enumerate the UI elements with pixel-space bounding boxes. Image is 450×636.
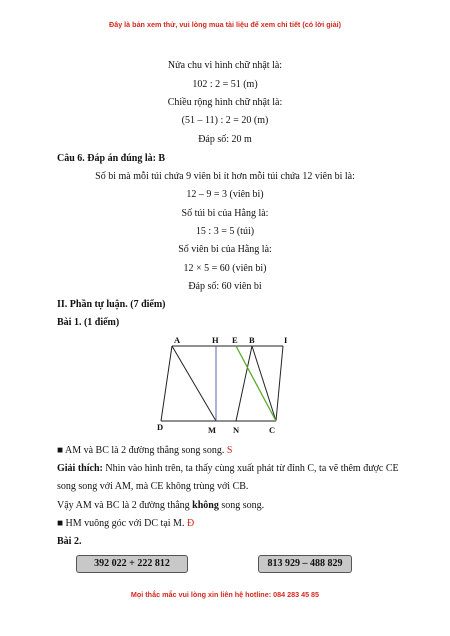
solution5-line-5: Đáp số: 20 m xyxy=(198,134,252,145)
segment-IC xyxy=(276,346,283,421)
solution5-line-1: Nửa chu vi hình chữ nhật là: xyxy=(167,60,283,71)
explanation-text-3c: song song. xyxy=(221,500,265,511)
preview-banner: Đây là bản xem thử, vui lòng mua tài liệu để xem chi tiết (có lời giải) xyxy=(109,20,341,29)
label-B: B xyxy=(249,335,255,345)
solution6-line-7: Đáp số: 60 viên bi xyxy=(188,281,262,292)
solution5-line-2: 102 : 2 = 51 (m) xyxy=(192,79,258,90)
explanation-line-3 xyxy=(57,500,264,512)
label-I: I xyxy=(284,335,288,345)
q6-title: Câu 6. Đáp án đúng là: B xyxy=(57,153,166,164)
explanation-label: Giải thích: xyxy=(57,463,103,474)
explanation-text-1: Nhìn vào hình trên, ta thấy cùng xuất phát từ đỉnh C, ta vẽ thêm được CE xyxy=(105,463,399,474)
solution5-line-4: (51 – 11) : 2 = 20 (m) xyxy=(181,115,269,126)
bullet-square-icon: ■ xyxy=(57,518,64,529)
explanation-text-3a: Vậy AM và BC là 2 đường thẳng xyxy=(57,500,190,511)
statement-2-mark: Đ xyxy=(186,518,195,529)
solution6-line-4: 15 : 3 = 5 (túi) xyxy=(195,226,255,237)
expression-box-2: 813 929 – 488 829 xyxy=(258,555,352,573)
segment-BN xyxy=(236,346,252,421)
label-M: M xyxy=(208,425,217,435)
hotline-footer: Mọi thắc mắc vui lòng xin liên hệ hotline: 084 283 45 85 xyxy=(130,590,320,599)
segment-AM xyxy=(172,346,216,421)
label-A: A xyxy=(174,335,181,345)
label-E: E xyxy=(232,335,238,345)
explanation-line-1 xyxy=(57,463,399,475)
geometry-figure xyxy=(150,332,300,442)
label-N: N xyxy=(233,425,240,435)
statement-1-mark: S xyxy=(226,445,233,456)
statement-1 xyxy=(57,445,232,457)
bullet-square-icon: ■ xyxy=(57,445,64,456)
label-D: D xyxy=(157,422,164,432)
bai1-title: Bài 1. (1 điểm) xyxy=(57,317,120,328)
statement-1-text: AM và BC là 2 đường thẳng song song. xyxy=(65,445,225,456)
label-H: H xyxy=(212,335,219,345)
solution6-line-5: Số viên bi của Hằng là: xyxy=(178,244,272,255)
solution6-line-3: Số túi bi của Hằng là: xyxy=(181,208,269,219)
solution6-line-6: 12 × 5 = 60 (viên bi) xyxy=(183,263,267,274)
statement-2 xyxy=(57,518,194,530)
solution5-line-3: Chiều rộng hình chữ nhật là: xyxy=(167,97,283,108)
explanation-line-2: song song với AM, mà CE không trùng với CB. xyxy=(57,481,249,492)
label-C: C xyxy=(269,425,276,435)
expression-box-1: 392 022 + 222 812 xyxy=(76,555,188,573)
bai2-title: Bài 2. xyxy=(57,536,82,547)
solution6-line-2: 12 – 9 = 3 (viên bi) xyxy=(186,189,264,200)
part2-title: II. Phần tự luận. (7 điểm) xyxy=(57,299,166,310)
explanation-text-3b: không xyxy=(192,500,219,511)
segment-AD xyxy=(161,346,172,421)
solution6-line-1: Số bi mà mỗi túi chứa 9 viên bi ít hơn mỗi túi chứa 12 viên bi là: xyxy=(95,171,355,182)
statement-2-text: HM vuông góc với DC tại M. xyxy=(65,518,185,529)
